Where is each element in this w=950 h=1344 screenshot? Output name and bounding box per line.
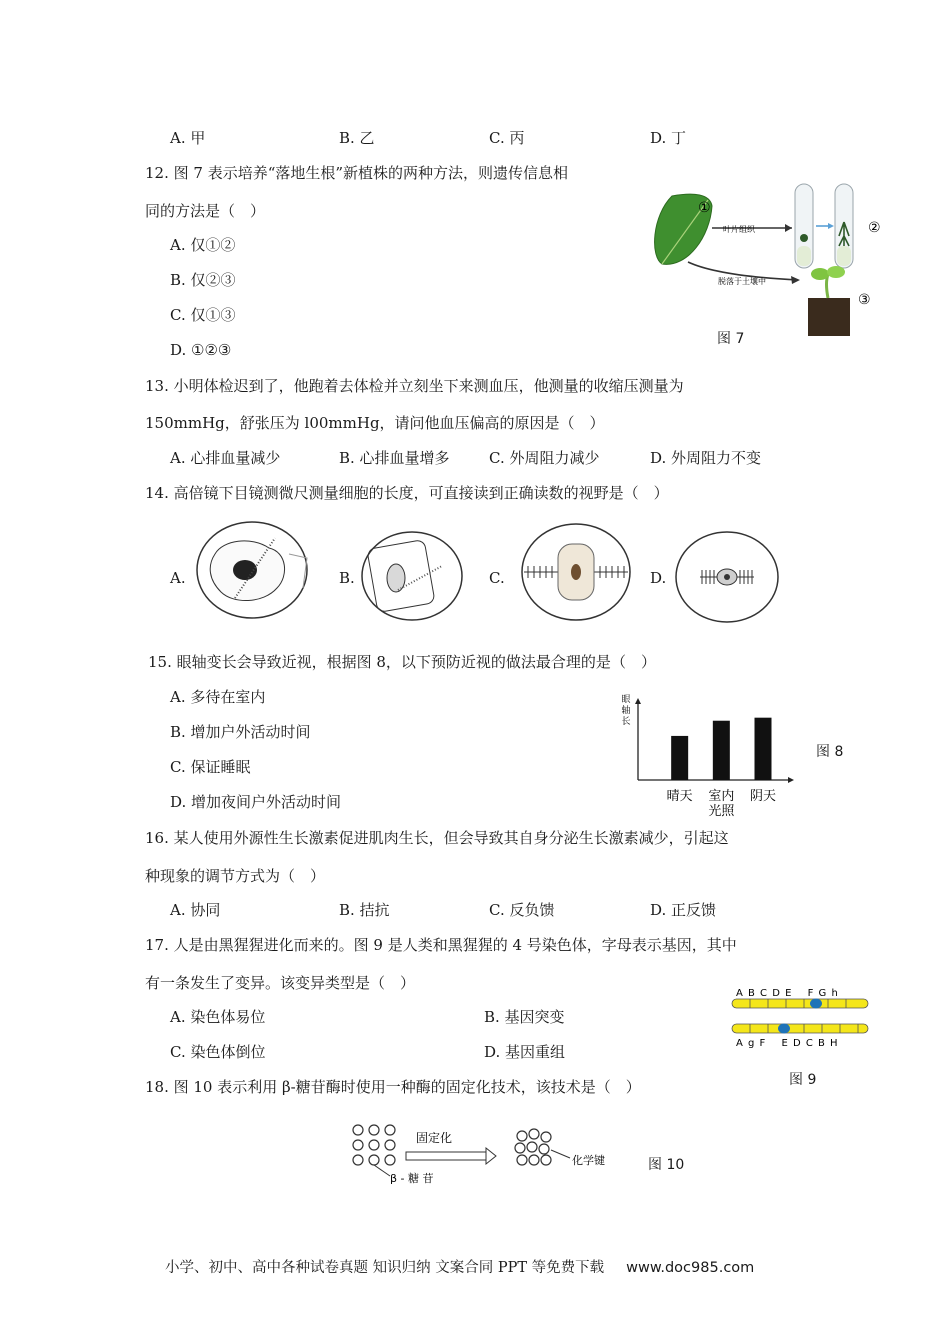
- q16-stem-line1: 16. 某人使用外源性生长激素促进肌肉生长，但会导致其自身分泌生长激素减少，引起这: [145, 829, 729, 847]
- q13-option-b: B. 心排血量增多: [339, 449, 450, 467]
- q12-option-b: B. 仅②③: [170, 271, 236, 289]
- q15-option-c: C. 保证睡眠: [170, 758, 251, 776]
- bar-2: [713, 721, 730, 780]
- y-label-char-1: 眼: [621, 695, 631, 705]
- free-enzymes: [353, 1125, 395, 1165]
- bond-label: 化学键: [572, 1154, 605, 1167]
- q15-stem-line1: 15. 眼轴变长会导致近视，根据图 8，以下预防近视的做法最合理的是（ ）: [148, 653, 656, 671]
- q15-option-a: A. 多待在室内: [170, 688, 266, 706]
- nucleus-c: [571, 564, 581, 580]
- q11-option-d: D. 丁: [650, 129, 687, 147]
- arrow-head: [486, 1148, 496, 1164]
- q17-option-d: D. 基因重组: [484, 1043, 566, 1061]
- q16-option-d: D. 正反馈: [650, 901, 717, 919]
- y-label-char-2: 轴: [621, 706, 631, 716]
- q16-option-c: C. 反负馈: [489, 901, 555, 919]
- q12-option-a: A. 仅①②: [170, 236, 236, 254]
- q14-option-c-label: C.: [489, 569, 505, 587]
- figure-8-chart: [610, 690, 810, 820]
- q12-option-c: C. 仅①③: [170, 306, 236, 324]
- figure-9-caption: 图 9: [789, 1072, 817, 1088]
- view-d-microscope-field: [672, 528, 782, 626]
- q17-option-b: B. 基因突变: [484, 1008, 565, 1026]
- x-tick-label-2-2: 光照: [708, 804, 735, 819]
- bottom-chromosome-genes: A g F E D C B H: [736, 1038, 839, 1049]
- q13-option-a: A. 心排血量减少: [170, 449, 281, 467]
- immobilization-label: 固定化: [416, 1131, 453, 1145]
- q16-stem-line2: 种现象的调节方式为（ ）: [145, 867, 326, 885]
- q17-stem-line2: 有一条发生了变异。该变异类型是（ ）: [145, 974, 416, 992]
- x-axis-arrow: [788, 777, 794, 783]
- q14-stem-line1: 14. 高倍镜下目镜测微尺测量细胞的长度，可直接读到正确读数的视野是（ ）: [145, 484, 669, 502]
- q14-option-b-label: B.: [339, 569, 355, 587]
- medium-2: [837, 246, 851, 266]
- tube-arrow-head: [828, 223, 834, 229]
- view-c-microscope-field: [518, 520, 634, 624]
- q13-stem-line2: 150mmHg，舒张压为 l00mmHg，请问他血压偏高的原因是（ ）: [145, 414, 605, 432]
- q16-option-a: A. 协同: [170, 901, 221, 919]
- q12-stem-line1: 12. 图 7 表示培养“落地生根”新植株的两种方法，则遗传信息相: [145, 164, 569, 182]
- q14-option-a-label: A.: [170, 569, 186, 587]
- footer-text: 小学、初中、高中各种试卷真题 知识归纳 文案合同 PPT 等免费下载: [165, 1260, 605, 1276]
- q11-option-c: C. 丙: [489, 129, 525, 147]
- arrow-shaft: [406, 1152, 486, 1160]
- q13-option-c: C. 外周阻力减少: [489, 449, 600, 467]
- x-tick-label-3: 阴天: [749, 789, 777, 804]
- y-label-char-3: 长: [621, 717, 631, 727]
- figure-8-caption: 图 8: [816, 744, 844, 760]
- top-chromosome: [732, 999, 868, 1008]
- footer-url[interactable]: www.doc985.com: [626, 1260, 755, 1276]
- q16-option-b: B. 拮抗: [339, 901, 390, 919]
- enzyme-label: β - 糖 苷: [390, 1172, 434, 1185]
- figure-7-propagation: [648, 176, 888, 338]
- bar-3: [755, 718, 772, 780]
- callus: [800, 234, 808, 242]
- bottom-chromosome: [732, 1024, 868, 1033]
- medium-1: [797, 246, 811, 266]
- q14-option-d-label: D.: [650, 569, 667, 587]
- marker-2: ②: [868, 220, 881, 236]
- arrow-to-tube-head: [785, 224, 792, 232]
- figure-7-caption: 图 7: [717, 331, 745, 347]
- marker-1: ①: [698, 200, 711, 216]
- q15-option-d: D. 增加夜间户外活动时间: [170, 793, 342, 811]
- bond-pointer: [551, 1150, 570, 1158]
- top-centromere: [810, 999, 822, 1009]
- q12-stem-line2: 同的方法是（ ）: [145, 202, 266, 220]
- x-tick-label-1: 晴天: [666, 789, 693, 804]
- seedling-leaf-left: [811, 268, 829, 280]
- soil: [808, 298, 850, 336]
- x-tick-label-2-1: 室内: [708, 789, 735, 804]
- y-axis-arrow: [635, 698, 641, 704]
- bar-1: [671, 736, 688, 780]
- view-b-microscope-field: [358, 528, 466, 624]
- bottom-centromere: [778, 1024, 790, 1034]
- nucleus-d: [724, 574, 730, 580]
- figure-9-chromosomes: [728, 984, 876, 1050]
- q15-option-b: B. 增加户外活动时间: [170, 723, 311, 741]
- q18-stem-line1: 18. 图 10 表示利用 β-糖苷酶时使用一种酶的固定化技术，该技术是（ ）: [145, 1078, 641, 1096]
- q13-option-d: D. 外周阻力不变: [650, 449, 762, 467]
- arrow-to-soil-head: [791, 276, 800, 284]
- seedling-leaf-right: [827, 266, 845, 278]
- label-dropped-into-soil: 脱落于土壤中: [718, 277, 766, 286]
- footer: [165, 1256, 754, 1277]
- figure-10-caption: 图 10: [648, 1157, 685, 1173]
- top-chromosome-genes: A B C D E F G h: [736, 988, 839, 999]
- nucleus-b: [387, 564, 405, 592]
- label-leaf-tissue: 叶片组织: [723, 225, 755, 234]
- view-a-microscope-field: [193, 518, 311, 622]
- bars: [671, 718, 771, 780]
- q12-option-d: D. ①②③: [170, 341, 232, 359]
- q13-stem-line1: 13. 小明体检迟到了，他跑着去体检并立刻坐下来测血压，他测量的收缩压测量为: [145, 377, 684, 395]
- marker-3: ③: [858, 292, 871, 308]
- q17-stem-line1: 17. 人是由黑猩猩进化而来的。图 9 是人类和黑猩猩的 4 号染色体，字母表示基因，其中: [145, 936, 737, 954]
- q17-option-a: A. 染色体易位: [170, 1008, 266, 1026]
- q17-option-c: C. 染色体倒位: [170, 1043, 266, 1061]
- immobilized-enzymes: [515, 1129, 551, 1165]
- y-axis-label: [621, 694, 630, 727]
- figure-10-immobilization: [348, 1120, 628, 1186]
- x-tick-labels: [667, 788, 776, 819]
- q11-option-b: B. 乙: [339, 129, 375, 147]
- enzyme-pointer: [374, 1165, 390, 1176]
- q11-option-a: A. 甲: [170, 129, 206, 147]
